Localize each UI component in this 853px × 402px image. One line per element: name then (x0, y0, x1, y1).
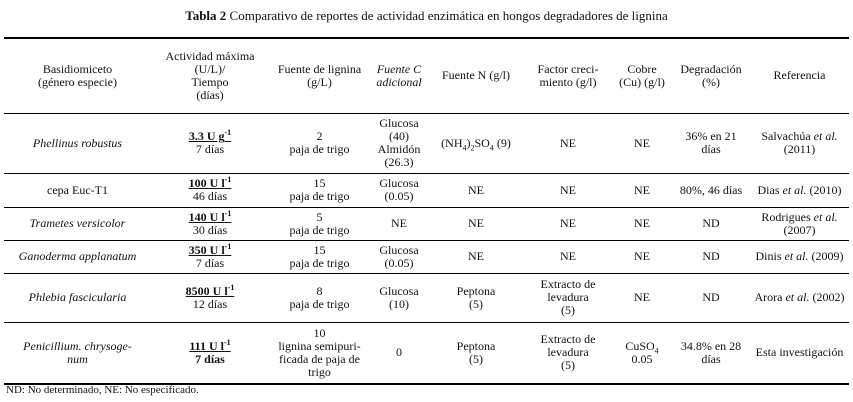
carbon-source-cell: Glucosa (10) (370, 273, 428, 322)
activity-cell: 8500 U $l^{-1}$ 12 días (151, 273, 269, 322)
nitrogen-source-cell: Peptona (5) (428, 273, 524, 322)
header-factor-crecimiento: Factor creci- miento (g/l) (524, 38, 612, 113)
carbon-source-cell: 0 (370, 322, 428, 384)
activity-cell: 3.3 U $g^{-1}$ 7 días (151, 113, 269, 173)
caption-text: Comparativo de reportes de actividad enzimática en hongos degradadores de lignina (226, 8, 668, 23)
header-row (4, 38, 849, 113)
reference-cell: Arora et al. (2002) (750, 273, 849, 322)
growth-factor-cell: NE (524, 113, 612, 173)
header-referencia: Referencia (750, 38, 849, 113)
table-row (4, 207, 849, 240)
nitrogen-source-cell: NE (428, 207, 524, 240)
lignin-source-cell: 8 paja de trigo (269, 273, 370, 322)
reference-cell: Esta investigación (750, 322, 849, 384)
organism-cell: Penicillium. chrysoge- num (4, 322, 151, 384)
nitrogen-source-cell: NE (428, 240, 524, 273)
reference-cell: Rodrigues et al. (2007) (750, 207, 849, 240)
growth-factor-cell: NE (524, 173, 612, 207)
table-row (4, 113, 849, 173)
organism-cell: Trametes versicolor (4, 207, 151, 240)
reference-cell: Dias et al. (2010) (750, 173, 849, 207)
degradation-cell: ND (672, 207, 750, 240)
header-cobre: Cobre (Cu) (g/l) (612, 38, 672, 113)
carbon-source-cell: Glucosa (40) Almidón (26.3) (370, 113, 428, 173)
copper-cell: NE (612, 207, 672, 240)
enzyme-activity-table (4, 37, 849, 385)
activity-cell: 350 U $l^{-1}$ 7 días (151, 240, 269, 273)
header-fuente-c: Fuente C adicional (370, 38, 428, 113)
header-degradacion: Degradación (%) (672, 38, 750, 113)
table-row (4, 273, 849, 322)
degradation-cell: ND (672, 240, 750, 273)
activity-cell: 140 U $l^{-1}$ 30 días (151, 207, 269, 240)
copper-cell: NE (612, 240, 672, 273)
degradation-cell: 34.8% en 28 días (672, 322, 750, 384)
growth-factor-cell: Extracto de levadura (5) (524, 273, 612, 322)
table-footnote: ND: No determinado, NE: No especificado. (6, 384, 199, 396)
caption-label: Tabla 2 (185, 8, 227, 23)
nitrogen-source-cell: $(NH_4)_2SO_4$ (9) (428, 113, 524, 173)
activity-cell: 111 U $l^{-1}$ 7 días (151, 322, 269, 384)
table-row (4, 240, 849, 273)
lignin-source-cell: 15 paja de trigo (269, 173, 370, 207)
nitrogen-source-cell: NE (428, 173, 524, 207)
header-actividad: Actividad máxima (U/L)/ Tiempo (días) (151, 38, 269, 113)
lignin-source-cell: 2 paja de trigo (269, 113, 370, 173)
degradation-cell: 80%, 46 días (672, 173, 750, 207)
growth-factor-cell: NE (524, 207, 612, 240)
copper-cell: NE (612, 273, 672, 322)
organism-cell: Ganoderma applanatum (4, 240, 151, 273)
nitrogen-source-cell: Peptona (5) (428, 322, 524, 384)
growth-factor-cell: NE (524, 240, 612, 273)
activity-cell: 100 U $l^{-1}$ 46 días (151, 173, 269, 207)
degradation-cell: ND (672, 273, 750, 322)
copper-cell: CuSO$_4$ 0.05 (612, 322, 672, 384)
lignin-source-cell: 10 lignina semipuri- ficada de paja de trigo (269, 322, 370, 384)
organism-cell: Phlebia fascicularia (4, 273, 151, 322)
lignin-source-cell: 5 paja de trigo (269, 207, 370, 240)
degradation-cell: 36% en 21 días (672, 113, 750, 173)
header-basidiomiceto: Basidiomiceto (género especie) (4, 38, 151, 113)
reference-cell: Dinis et al. (2009) (750, 240, 849, 273)
organism-cell: Phellinus robustus (4, 113, 151, 173)
organism-cell: cepa Euc-T1 (4, 173, 151, 207)
growth-factor-cell: Extracto de levadura (5) (524, 322, 612, 384)
copper-cell: NE (612, 173, 672, 207)
table-row (4, 173, 849, 207)
reference-cell: Salvachúa et al. (2011) (750, 113, 849, 173)
table-caption (0, 8, 853, 24)
carbon-source-cell: Glucosa (0.05) (370, 173, 428, 207)
copper-cell: NE (612, 113, 672, 173)
header-fuente-lignina: Fuente de lignina (g/L) (269, 38, 370, 113)
lignin-source-cell: 15 paja de trigo (269, 240, 370, 273)
header-fuente-n: Fuente N (g/l) (428, 38, 524, 113)
carbon-source-cell: Glucosa (0.05) (370, 240, 428, 273)
carbon-source-cell: NE (370, 207, 428, 240)
table-row (4, 322, 849, 384)
